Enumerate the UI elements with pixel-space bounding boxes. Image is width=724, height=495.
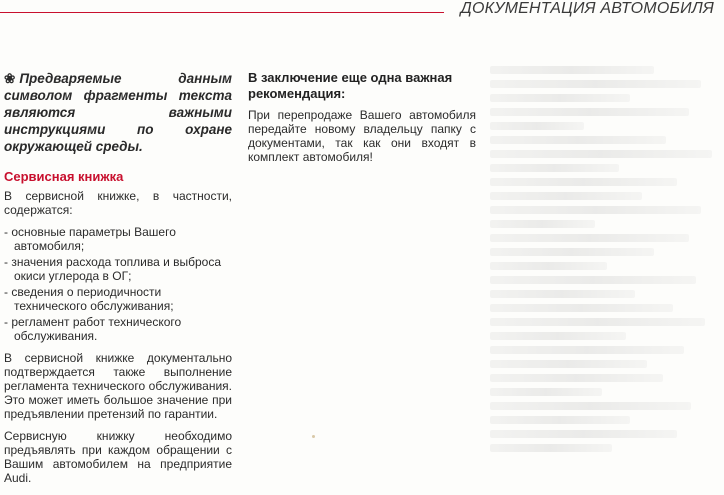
bleed-through-column bbox=[490, 60, 724, 495]
bleed-through-line bbox=[490, 262, 607, 270]
service-book-intro: В сервисной книжке, в частности, содержатся: bbox=[4, 189, 232, 217]
bleed-through-line bbox=[490, 150, 712, 158]
bleed-through-line bbox=[490, 318, 705, 326]
bleed-through-line bbox=[490, 108, 689, 116]
bleed-through-line bbox=[490, 388, 602, 396]
environment-note-text: Предваряемые данным символом фрагменты текста являются важными инструкциями по охране окружающей среды. bbox=[4, 71, 232, 154]
bleed-through-line bbox=[490, 444, 612, 452]
bleed-through-line bbox=[490, 234, 689, 242]
bleed-through-line bbox=[490, 80, 701, 88]
service-book-paragraph-3: Сервисную книжку необходимо предъявлять при каждом обращении с Вашим автомобилем на предприятие Audi. bbox=[4, 429, 232, 485]
left-column bbox=[4, 70, 232, 493]
bleed-through-line bbox=[490, 360, 647, 368]
bleed-through-line bbox=[490, 248, 654, 256]
header-rule bbox=[0, 12, 444, 13]
bleed-through-line bbox=[490, 402, 691, 410]
bleed-through-line bbox=[490, 304, 673, 312]
bleed-through-line bbox=[490, 206, 701, 214]
list-item: - основные параметры Вашего автомобиля; bbox=[4, 225, 232, 253]
list-item: - значения расхода топлива и выброса окиси углерода в ОГ; bbox=[4, 255, 232, 283]
bleed-through-line bbox=[490, 192, 642, 200]
middle-column bbox=[248, 70, 476, 172]
bleed-through-line bbox=[490, 122, 584, 130]
bleed-through-line bbox=[490, 416, 630, 424]
bleed-through-line bbox=[490, 220, 595, 228]
bleed-through-line bbox=[490, 290, 635, 298]
bleed-through-line bbox=[490, 346, 684, 354]
bleed-through-line bbox=[490, 374, 663, 382]
bleed-through-line bbox=[490, 94, 630, 102]
bleed-through-line bbox=[490, 136, 666, 144]
bleed-through-line bbox=[490, 164, 619, 172]
service-book-paragraph-2: В сервисной книжке документально подтверждается также выполнение регламента технического обслуживания. Это может иметь большое значение при предъявлении претензий по гарантии. bbox=[4, 351, 232, 421]
final-recommendation-heading: В заключение еще одна важная рекомендация: bbox=[248, 70, 453, 101]
bleed-through-line bbox=[490, 66, 654, 74]
bleed-through-line bbox=[490, 276, 696, 284]
bleed-through-line bbox=[490, 332, 626, 340]
page-header-title: ДОКУМЕНТАЦИЯ АВТОМОБИЛЯ bbox=[460, 0, 714, 17]
list-item: - сведения о периодичности технического обслуживания; bbox=[4, 285, 232, 313]
bleed-through-line bbox=[490, 430, 677, 438]
flower-icon: ❀ bbox=[4, 71, 16, 86]
service-book-list bbox=[4, 225, 232, 343]
environment-note bbox=[4, 70, 232, 155]
section-heading-service-book: Сервисная книжка bbox=[4, 169, 124, 184]
final-recommendation-text: При перепродаже Вашего автомобиля передайте новому владельцу папку с документами, так как они входят в комплект автомобиля! bbox=[248, 108, 476, 164]
bleed-through-line bbox=[490, 178, 677, 186]
paper-speck bbox=[312, 435, 315, 438]
list-item: - регламент работ технического обслуживания. bbox=[4, 315, 232, 343]
